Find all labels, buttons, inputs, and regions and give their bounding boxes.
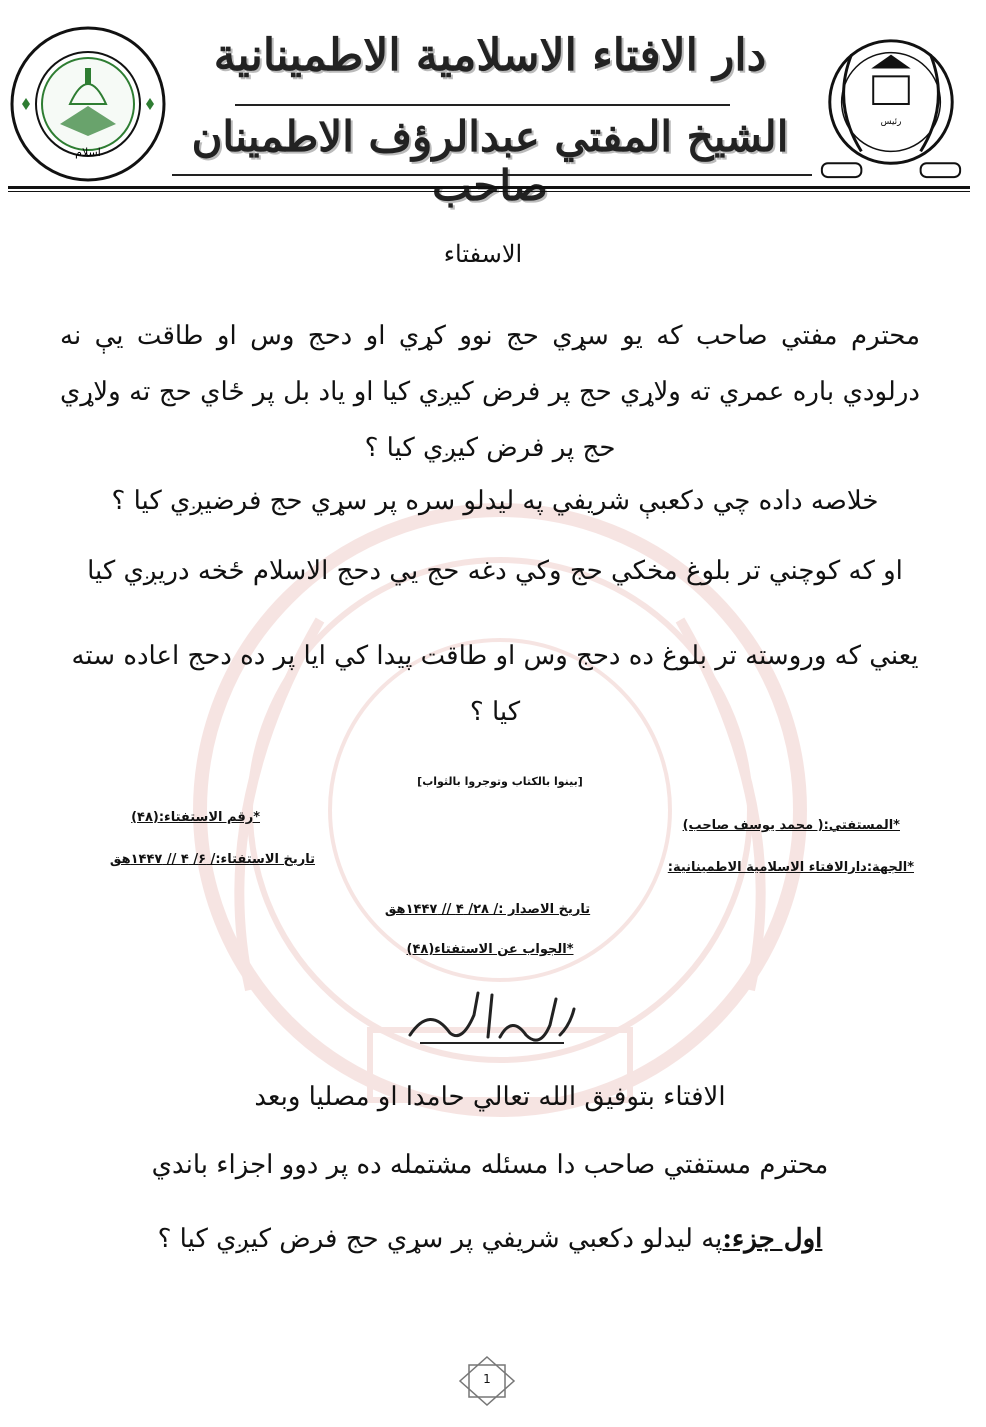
- answer-paragraph-1: الافتاء بتوفیق الله تعالي حامدا او مصلیا وبعد: [254, 1082, 726, 1112]
- institute-logo-left: [8, 24, 168, 184]
- header-divider: [8, 186, 970, 189]
- istifta-number: *رقم الاستفتاء:(۴۸): [131, 810, 260, 825]
- answer-paragraph-2: محترم مستفتي صاحب دا مسئله مشتمله ده پر دوو اجزاء باندي: [151, 1150, 829, 1180]
- istifta-heading: الاسفتاء: [443, 240, 523, 268]
- question-paragraph-4: یعني که وروسته تر بلوغ ده دحج وس او طاقت پیدا کي ایا پر ده دحج اعاده سته کیا ؟: [71, 641, 919, 727]
- question-paragraph-2: خلاصه داده چي دکعبې شریفي په لیدلو سره پر سړي حج فرضیږي کیا ؟: [111, 486, 879, 516]
- header-rule-1: [235, 104, 730, 106]
- basmala-calligraphy: [400, 985, 580, 1055]
- first-part-label: اول جزء:: [722, 1224, 823, 1254]
- header-divider-thin: [8, 191, 970, 192]
- question-paragraph-3: او که کوچني تر بلوغ مخکي حج وکي دغه حج یي دحج الاسلام ځخه دریږي کیا: [87, 556, 903, 586]
- request-formula: [بینوا بالکتاب وتوجروا بالثواب]: [417, 775, 583, 788]
- question-paragraph-1: محترم مفتي صاحب که یو سړي حج نوو کړي او دحج وس او طاقت یې نه درلودي باره عمري ته ولاړي حج پر فرض کیږي کیا او یاد بل پر ځاي حج ته ولاړي حج پر فرض کیږي کیا ؟: [60, 321, 920, 463]
- page-number: 1: [483, 1372, 491, 1386]
- issue-date: تاریخ الاصدار :/ ۲۸/ ۴ // ۱۴۴۷هق: [384, 902, 591, 917]
- header-title-line1: دار الافتاء الاسلامیة الاطمینانیة: [213, 30, 767, 81]
- first-part-text: په لیدلو دکعبي شریفي پر سړي حج فرض کیږي کیا ؟: [157, 1224, 723, 1254]
- emirate-emblem-right: [812, 24, 970, 184]
- logo-left-label: اسلام: [75, 146, 101, 159]
- header-title-line2: الشیخ المفتي عبدالرؤف الاطمینان: [191, 112, 789, 161]
- header-rule-2: [172, 174, 812, 176]
- istifta-date: تاریخ الاستفتاء:/ ۶/ ۴ // ۱۴۴۷هق: [109, 852, 315, 867]
- answer-paragraph-3: [120, 1224, 860, 1254]
- logo-right-label: رئیس: [880, 116, 902, 127]
- jiha-field: *الجهة:دارالافتاء الاسلامیة الاطمینانیة:: [667, 860, 914, 875]
- answer-heading: *الجواب عن الاستفتاء(۴۸): [406, 942, 574, 957]
- mustafti-field: *المستفتي:( محمد یوسف صاحب): [682, 818, 900, 833]
